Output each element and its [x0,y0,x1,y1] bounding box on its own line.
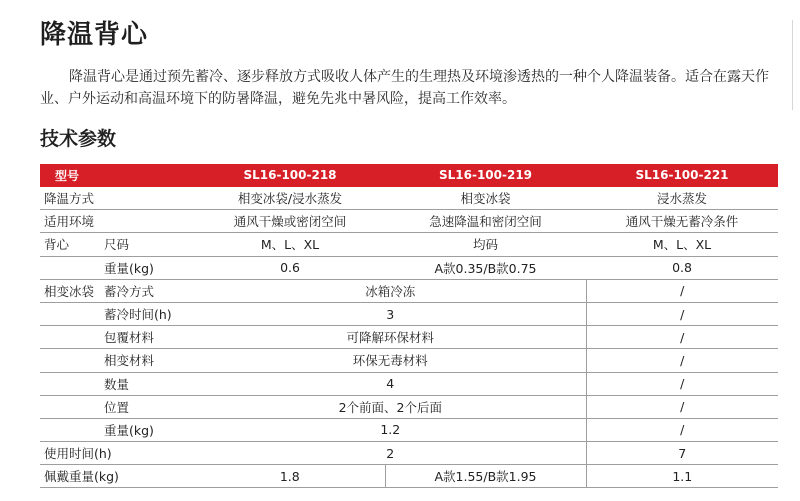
table-row [40,279,778,302]
group-spacer [40,256,100,279]
table-row [40,418,778,441]
sub-label-storage-method: 蓄冷方式 [100,279,195,302]
cell: 0.8 [586,256,778,279]
row-label-wear-weight: 佩戴重量(kg) [40,465,195,488]
model-221: SL16-100-221 [586,164,778,187]
cell: 1.8 [195,465,385,488]
cell: 急速降温和密闭空间 [385,210,586,233]
cell: 4 [195,372,586,395]
table-row [40,395,778,418]
table-row [40,187,778,210]
model-218: SL16-100-218 [195,164,385,187]
cell: 通风干燥或密闭空间 [195,210,385,233]
group-label-ice-pack: 相变冰袋 [40,279,100,302]
cell: M、L、XL [195,233,385,256]
cell: 冰箱冷冻 [195,279,586,302]
table-row [40,326,778,349]
cell: M、L、XL [586,233,778,256]
cell: / [586,326,778,349]
cell: / [586,418,778,441]
group-spacer [40,418,100,441]
group-spacer [40,302,100,325]
spec-table [40,164,778,488]
group-spacer [40,349,100,372]
section-title: 技术参数 [40,128,117,150]
table-row [40,256,778,279]
page-title: 降温背心 [40,20,149,50]
table-row [40,372,778,395]
cell: A款1.55/B款1.95 [385,465,586,488]
cell: 均码 [385,233,586,256]
row-label-cooling-method: 降温方式 [40,187,195,210]
group-spacer [40,395,100,418]
table-row [40,210,778,233]
table-row [40,442,778,465]
model-219: SL16-100-219 [385,164,586,187]
cell: 0.6 [195,256,385,279]
group-label-vest: 背心 [40,233,100,256]
cell: 2 [195,442,586,465]
sub-label-quantity: 数量 [100,372,195,395]
cell: 3 [195,302,586,325]
cell: / [586,302,778,325]
cell: / [586,395,778,418]
cell: 1.1 [586,465,778,488]
cell: 可降解环保材料 [195,326,586,349]
sub-label-pack-weight: 重量(kg) [100,418,195,441]
sub-label-size: 尺码 [100,233,195,256]
sub-label-position: 位置 [100,395,195,418]
sub-label-storage-time: 蓄冷时间(h) [100,302,195,325]
table-header-row [40,164,778,187]
cell: 相变冰袋/浸水蒸发 [195,187,385,210]
table-row [40,349,778,372]
edge-line [792,20,793,110]
cell: 相变冰袋 [385,187,586,210]
table-row [40,233,778,256]
table-row [40,465,778,488]
sub-label-phase-material: 相变材料 [100,349,195,372]
cell: A款0.35/B款0.75 [385,256,586,279]
group-spacer [40,326,100,349]
cell: 浸水蒸发 [586,187,778,210]
cell: 1.2 [195,418,586,441]
table-row [40,302,778,325]
header-label: 型号 [40,164,195,187]
sub-label-weight: 重量(kg) [100,256,195,279]
row-label-environment: 适用环境 [40,210,195,233]
row-label-use-time: 使用时间(h) [40,442,195,465]
group-spacer [40,372,100,395]
cell: 7 [586,442,778,465]
intro-paragraph: 降温背心是通过预先蓄冷、逐步释放方式吸收人体产生的生理热及环境渗透热的一种个人降温装备。适合在露天作业、户外运动和高温环境下的防暑降温，避免先兆中暑风险，提高工作效率。 [40,69,769,107]
cell: 环保无毒材料 [195,349,586,372]
cell: / [586,372,778,395]
sub-label-wrap-material: 包覆材料 [100,326,195,349]
cell: / [586,349,778,372]
cell: / [586,279,778,302]
cell: 通风干燥无蓄冷条件 [586,210,778,233]
cell: 2个前面、2个后面 [195,395,586,418]
